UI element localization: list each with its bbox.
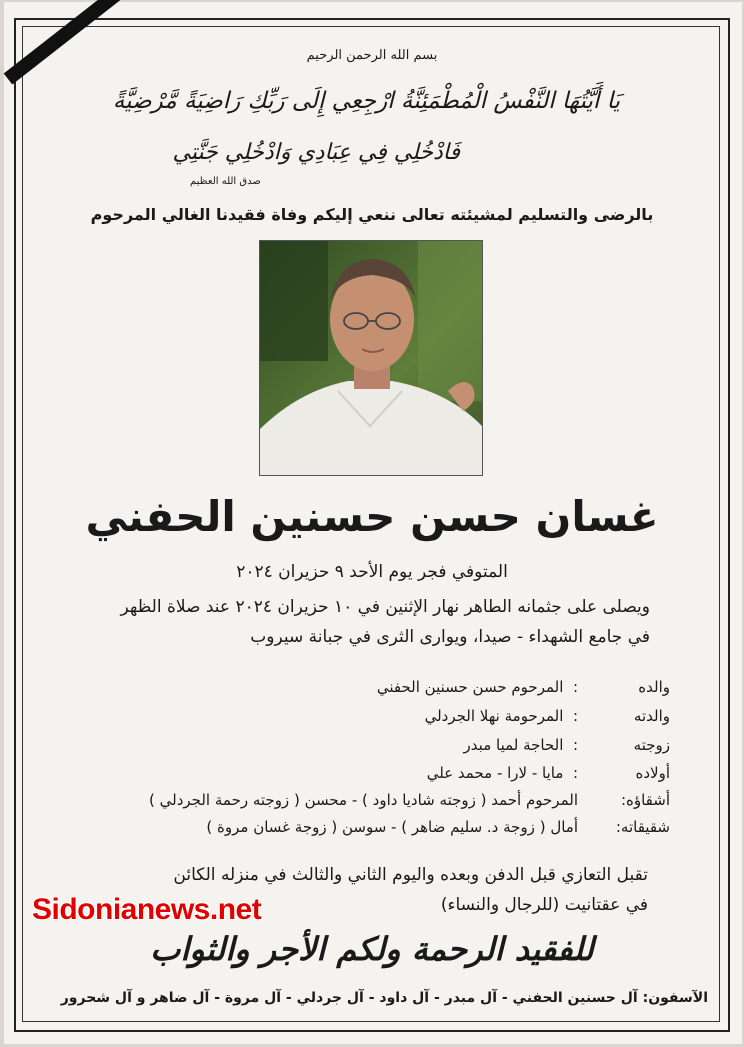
family-label: زوجته	[633, 736, 670, 754]
family-value: المرحوم أحمد ( زوجته شاديا داود ) - محسن ( زوجته رحمة الجردلي )	[149, 791, 578, 809]
portrait-illustration	[259, 241, 482, 476]
family-row-children: أولاده: مايا - لارا - محمد علي	[426, 764, 670, 782]
family-value: المرحوم حسن حسنين الحفني	[376, 678, 564, 696]
family-value: أمال ( زوجة د. سليم ضاهر ) - سوسن ( زوجة غسان مروة )	[206, 818, 578, 836]
quran-verse-line-1: يَا أَيَّتُهَا النَّفْسُ الْمُطْمَئِنَّةُ ارْجِعِي إِلَى رَبِّكِ رَاضِيَةً مَّرْضِيَّةً	[112, 88, 620, 114]
family-row-sisters	[206, 818, 670, 836]
closing-prayer: للفقيد الرحمة ولكم الأجر والثواب	[150, 930, 594, 968]
site-watermark: Sidonianews.net	[32, 893, 262, 926]
family-row-wife: زوجته: الحاجة لميا مبدر	[463, 736, 670, 754]
family-label: شقيقاته:	[615, 818, 670, 836]
family-label: والده	[638, 678, 670, 696]
mourners-list: الآسفون: آل حسنين الحفني - آل مبدر - آل داود - آل جردلي - آل مروة - آل ضاهر و آل شحرور	[60, 990, 708, 1006]
family-value: المرحومة نهلا الجردلي	[424, 707, 564, 725]
basmala: بسم الله الرحمن الرحيم	[306, 48, 438, 63]
prayer-info: ويصلى على جثمانه الطاهر نهار الإثنين في ١٠ حزيران ٢٠٢٤ عند صلاة الظهر	[120, 597, 650, 617]
deceased-photo	[259, 240, 483, 476]
deceased-name: غسان حسن حسنين الحفني	[85, 492, 659, 541]
family-row-father: والده: المرحوم حسن حسنين الحفني	[376, 678, 670, 696]
family-label: والدته	[633, 707, 670, 725]
sadaq-allah: صدق الله العظيم	[190, 176, 261, 187]
family-label: أشقاؤه:	[620, 791, 670, 809]
condolences-line-1: تقبل التعازي قبل الدفن وبعده واليوم الثاني والثالث في منزله الكائن	[173, 865, 648, 885]
death-date: المتوفي فجر يوم الأحد ٩ حزيران ٢٠٢٤	[236, 562, 508, 582]
family-row-mother: والدته: المرحومة نهلا الجردلي	[424, 707, 670, 725]
burial-info: في جامع الشهداء - صيدا، ويوارى الثرى في جبانة سيروب	[250, 627, 650, 647]
family-label: أولاده	[635, 764, 670, 782]
quran-verse-line-2: فَادْخُلِي فِي عِبَادِي وَادْخُلِي جَنَّتِي	[172, 140, 460, 165]
family-row-brothers	[149, 791, 670, 809]
condolences-line-2: في عقتانيت (للرجال والنساء)	[440, 895, 648, 915]
intro-text: بالرضى والتسليم لمشيئته تعالى ننعي إليكم وفاة فقيدنا الغالي المرحوم	[90, 205, 654, 224]
family-value: مايا - لارا - محمد علي	[426, 764, 564, 782]
family-value: الحاجة لميا مبدر	[463, 736, 564, 754]
